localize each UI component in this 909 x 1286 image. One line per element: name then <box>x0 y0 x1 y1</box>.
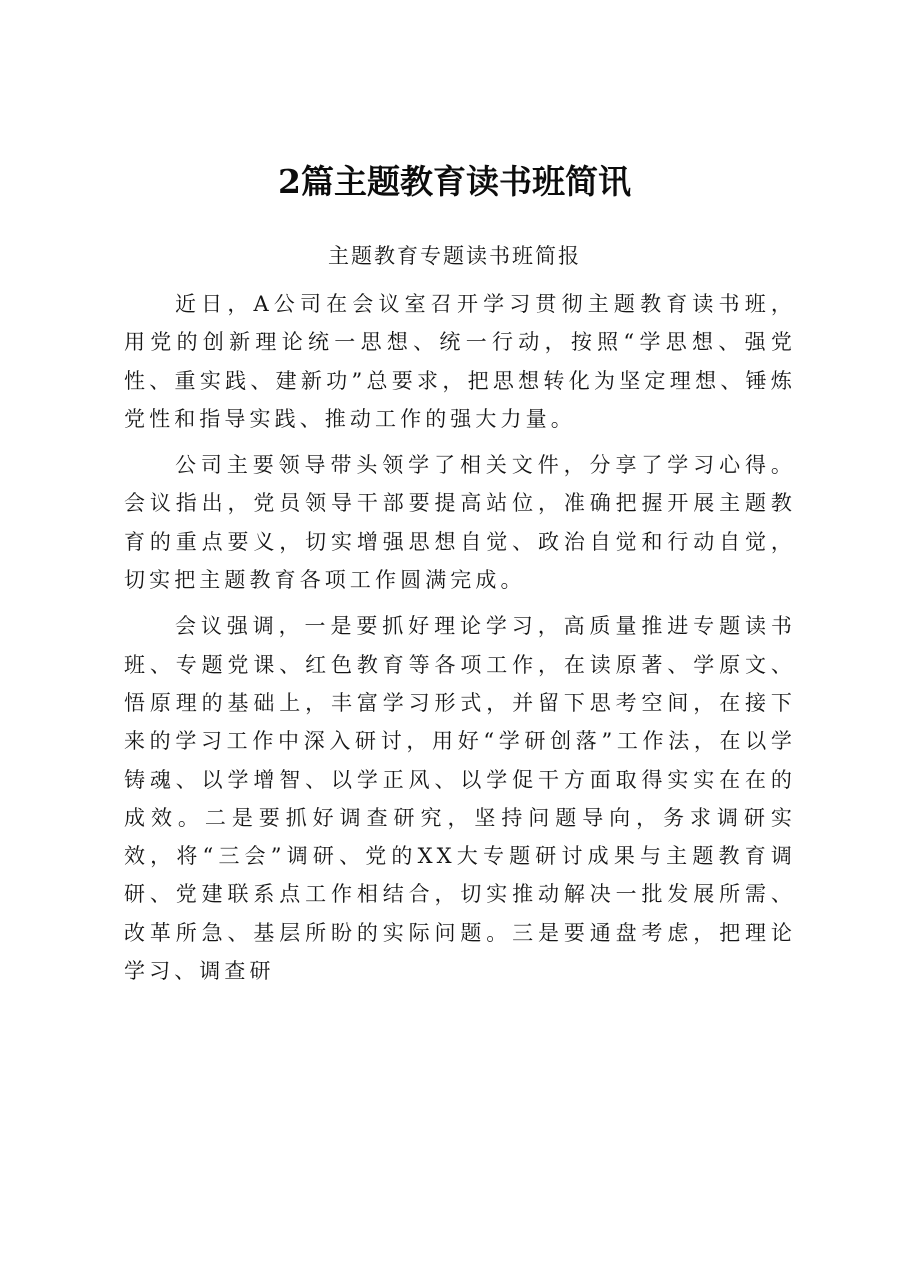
paragraph-2: 公司主要领导带头领学了相关文件，分享了学习心得。会议指出，党员领导干部要提高站位，准确把握开展主题教育的重点要义，切实增强思想自觉、政治自觉和行动自觉，切实把主题教育各项工作圆满完成。 <box>124 453 796 593</box>
document-title: 2篇主题教育读书班简讯 <box>278 162 631 201</box>
document-body <box>124 285 796 998</box>
paragraph-1: 近日，A公司在会议室召开学习贯彻主题教育读书班，用党的创新理论统一思想、统一行动，按照“学思想、强党性、重实践、建新功”总要求，把思想转化为坚定理想、锤炼党性和指导实践、推动工作的强大力量。 <box>124 292 796 431</box>
paragraph-3: 会议强调，一是要抓好理论学习，高质量推进专题读书班、专题党课、红色教育等各项工作，在读原著、学原文、悟原理的基础上，丰富学习形式，并留下思考空间，在接下来的学习工作中深入研讨，用好“学研创落”工作法，在以学铸魂、以学增智、以学正风、以学促干方面取得实实在在的成效。二是要抓好调查研究，坚持问题导向，务求调研实效，将“三会”调研、党的XX大专题研讨成果与主题教育调研、党建联系点工作相结合，切实推动解决一批发展所需、改革所急、基层所盼的实际问题。三是要通盘考虑，把理论学习、调查研 <box>124 614 796 984</box>
document-subtitle: 主题教育专题读书班简报 <box>328 244 581 268</box>
